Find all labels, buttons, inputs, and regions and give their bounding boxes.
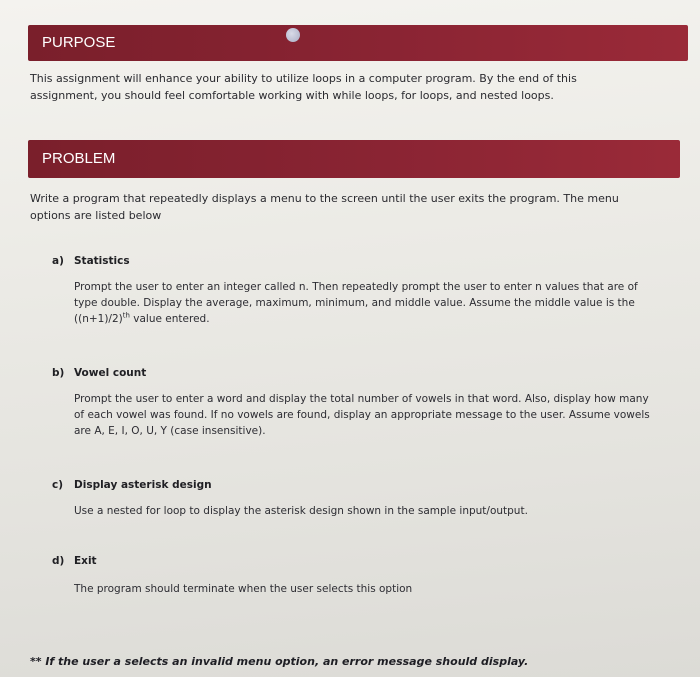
menu-item-statistics: [52, 253, 662, 327]
item-title: Exit: [74, 555, 97, 567]
problem-paragraph: Write a program that repeatedly displays a menu to the screen until the user exits the program. The menu options are listed below: [30, 192, 619, 222]
item-letter: a): [52, 255, 64, 267]
item-heading: [52, 365, 662, 381]
item-letter: c): [52, 479, 64, 491]
purpose-heading: PURPOSE: [42, 34, 116, 51]
problem-banner: [28, 140, 680, 178]
item-description: Prompt the user to enter a word and display the total number of vowels in that word. Also, display how many of each vowel was found. If no vowels are found, display an appropriate message to the user. Assume vowels are A, E, I, O, U, Y (case insensitive).: [74, 393, 650, 437]
glare-dot-icon: [286, 28, 300, 42]
item-letter: d): [52, 555, 65, 567]
item-description: [74, 279, 662, 327]
item-heading: [52, 253, 662, 269]
menu-item-vowel-count: [52, 365, 662, 439]
menu-item-asterisk-design: [52, 477, 662, 519]
item-title: Vowel count: [74, 367, 147, 379]
item-heading: [52, 477, 662, 493]
item-description: Use a nested for loop to display the asterisk design shown in the sample input/output.: [74, 505, 528, 517]
item-title: Statistics: [74, 255, 130, 267]
item-description-superscript: th: [122, 311, 130, 320]
item-heading: [52, 553, 662, 569]
purpose-paragraph: This assignment will enhance your ability to utilize loops in a computer program. By the end of this assignment, you should feel comfortable working with while loops, for loops, and nested loops.: [30, 72, 577, 102]
item-description-tail: value entered.: [129, 313, 210, 325]
invalid-option-note: ** If the user a selects an invalid menu option, an error message should display.: [30, 655, 529, 668]
item-title: Display asterisk design: [74, 479, 212, 491]
problem-heading: PROBLEM: [42, 150, 116, 167]
item-description: The program should terminate when the user selects this option: [74, 583, 413, 595]
menu-item-exit: [52, 553, 662, 597]
item-description-main: Prompt the user to enter an integer called n. Then repeatedly prompt the user to enter n values that are of type double. Display the average, maximum, minimum, and middle value. Assume the middle value is the ((n+1)/2): [74, 281, 638, 325]
item-letter: b): [52, 367, 65, 379]
purpose-banner: [28, 25, 688, 61]
